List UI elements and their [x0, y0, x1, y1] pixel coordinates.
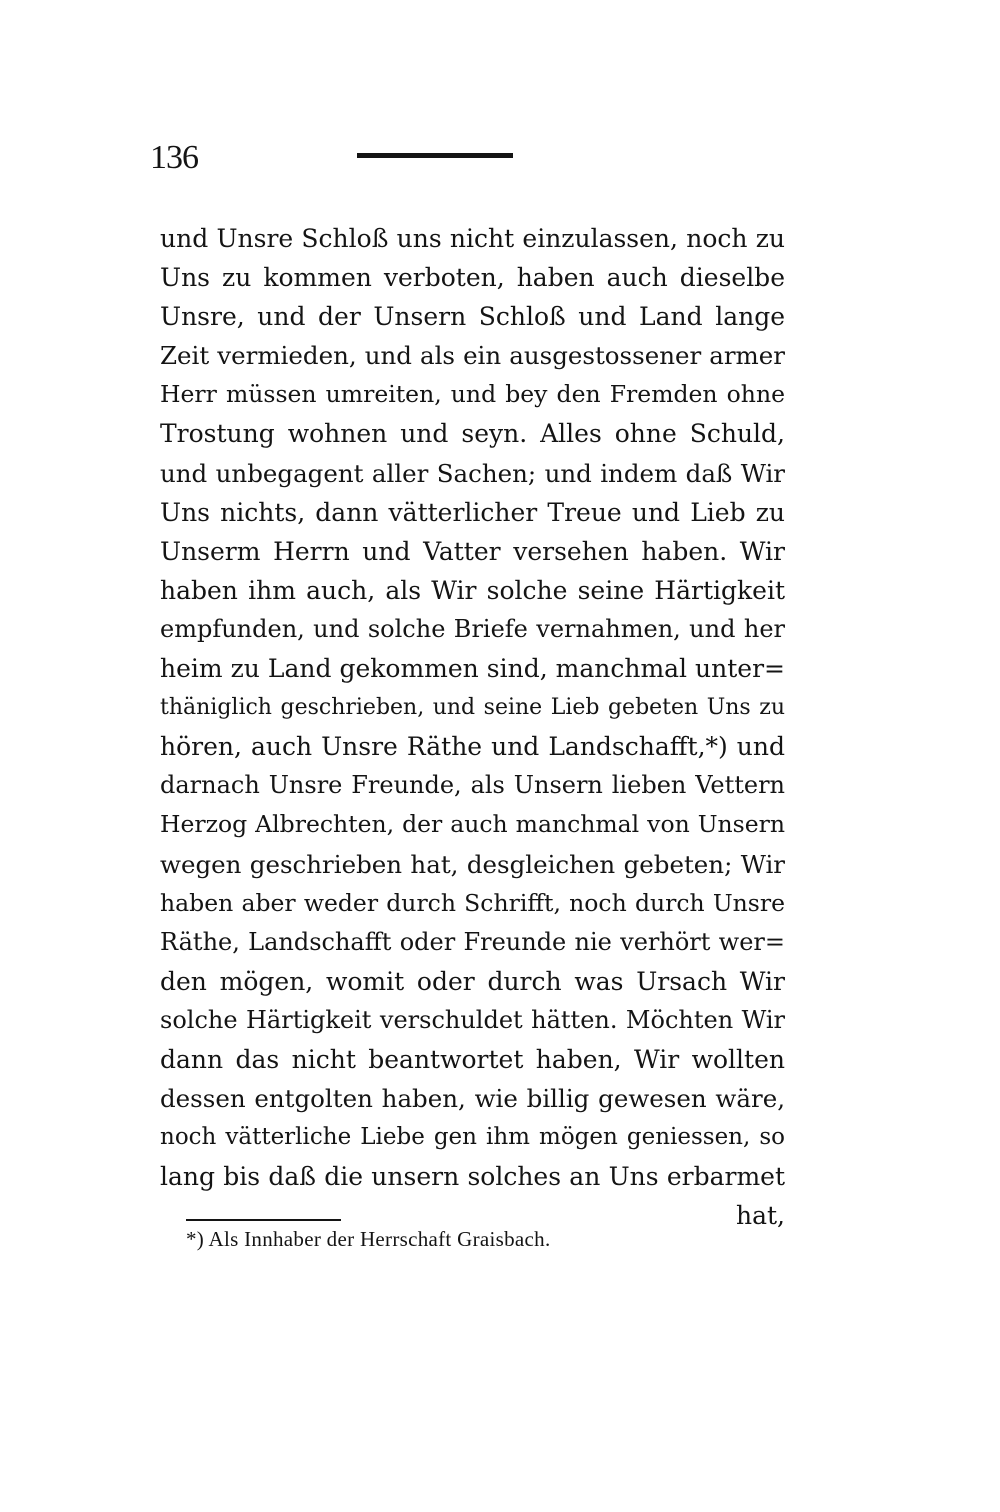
text-line: noch vätterliche Liebe gen ihm mögen geniessen, so — [160, 1124, 785, 1151]
text-line: Uns nichts, dann vätterlicher Treue und Lieb zu — [160, 497, 785, 527]
text-line: Herzog Albrechten, der auch manchmal von Unsern — [160, 810, 785, 839]
text-line: Zeit vermieden, und als ein ausgestossener armer — [160, 341, 785, 371]
footnote-rule — [186, 1219, 341, 1221]
text-line: thäniglich geschrieben, und seine Lieb gebeten Uns zu — [160, 695, 785, 721]
text-line: dann das nicht beantwortet haben, Wir wollten — [160, 1044, 785, 1074]
catchword: hat, — [736, 1201, 785, 1231]
header-rule — [357, 153, 513, 158]
text-line: solche Härtigkeit verschuldet hätten. Möchten Wir — [160, 1005, 785, 1034]
text-line: empfunden, und solche Briefe vernahmen, und her — [160, 614, 785, 643]
text-line: Herr müssen umreiten, und bey den Fremden ohne — [160, 380, 785, 409]
text-line: und unbegagent aller Sachen; und indem daß Wir — [160, 458, 785, 488]
page-number: 136 — [150, 139, 198, 176]
text-line: lang bis daß die unsern solches an Uns erbarmet — [160, 1162, 785, 1192]
text-line: dessen entgolten haben, wie billig gewesen wäre, — [160, 1084, 785, 1114]
footnote: *) Als Innhaber der Herrschaft Graisbach. — [186, 1227, 551, 1251]
text-line: hören, auch Unsre Räthe und Landschafft,*) und — [160, 732, 785, 762]
text-line: haben ihm auch, als Wir solche seine Härtigkeit — [160, 575, 785, 605]
text-line: heim zu Land gekommen sind, manchmal unter= — [160, 654, 785, 684]
text-line: wegen geschrieben hat, desgleichen gebeten; Wir — [160, 849, 785, 879]
text-line: Unserm Herrn und Vatter versehen haben. Wir — [160, 536, 785, 566]
text-line: den mögen, womit oder durch was Ursach Wir — [160, 966, 785, 996]
text-line: und Unsre Schloß uns nicht einzulassen, noch zu — [160, 224, 785, 253]
text-line: Räthe, Landschafft oder Freunde nie verhört wer= — [160, 927, 785, 956]
text-line: Trostung wohnen und seyn. Alles ohne Schuld, — [160, 419, 785, 449]
text-line: haben aber weder durch Schrifft, noch durch Unsre — [160, 888, 785, 917]
text-line: darnach Unsre Freunde, als Unsern lieben Vettern — [160, 771, 785, 800]
text-line: Uns zu kommen verboten, haben auch dieselbe — [160, 263, 785, 293]
body-text — [160, 219, 785, 1235]
text-line: Unsre, und der Unsern Schloß und Land lange — [160, 302, 785, 332]
